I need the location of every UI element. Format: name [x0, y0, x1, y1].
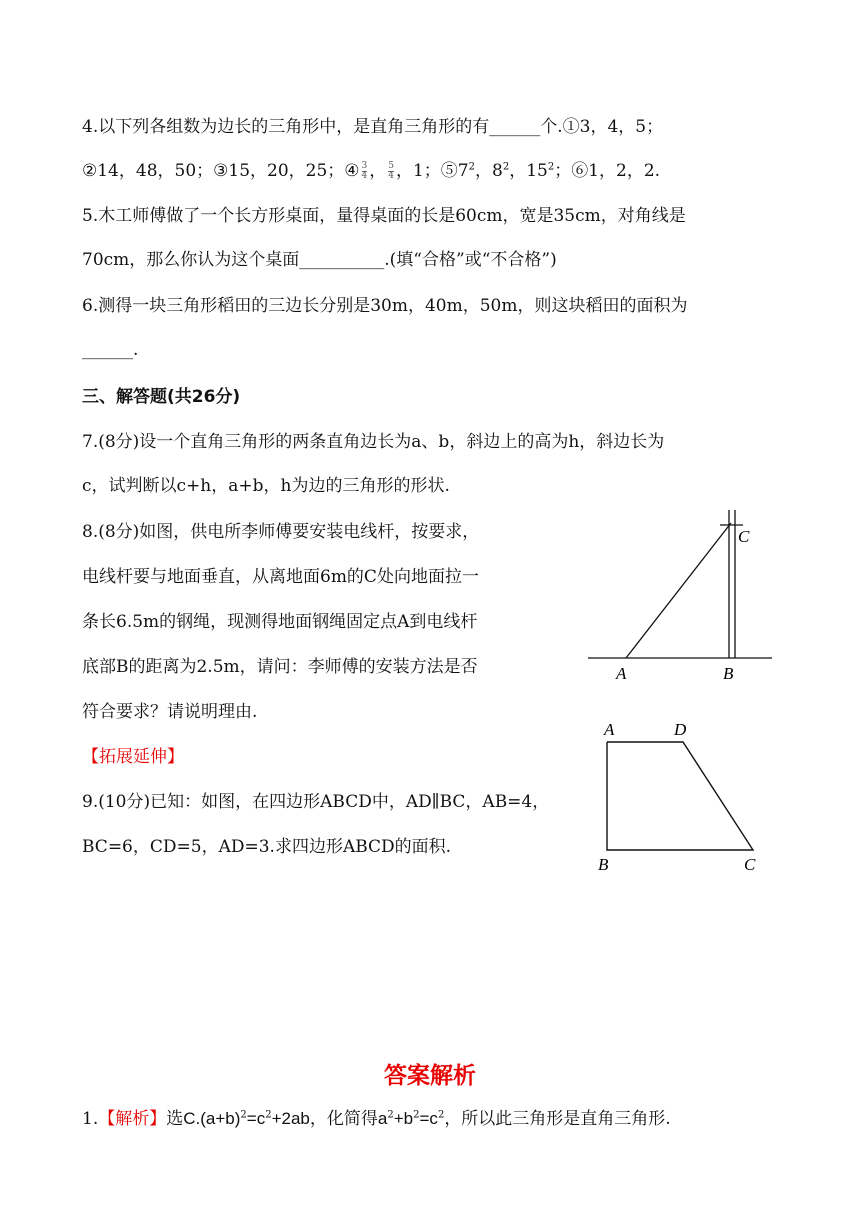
label-b: B — [723, 664, 734, 683]
q6-line1: 6.测得一块三角形稻田的三边长分别是30m，40m，50m，则这块稻田的面积为 — [82, 296, 688, 316]
q5-line1: 5.木工师傅做了一个长方形桌面，量得桌面的长是60cm，宽是35cm，对角线是 — [82, 206, 686, 226]
q9-line2: BC=6，CD=5，AD=3.求四边形ABCD的面积. — [82, 837, 452, 857]
label-b: B — [598, 855, 609, 874]
label-a: A — [604, 720, 615, 739]
analysis-tag: 【解析】 — [98, 1109, 167, 1129]
section-heading: 三、解答题(共26分) — [82, 387, 241, 407]
q9-line1: 9.(10分)已知：如图，在四边形ABCD中，AD∥BC，AB=4， — [82, 792, 550, 812]
q4-line1: 4.以下列各组数为边长的三角形中，是直角三角形的有______个.①3，4，5； — [82, 117, 664, 137]
steel-cable — [626, 523, 731, 658]
q8-line1: 8.(8分)如图，供电所李师傅要安装电线杆，按要求， — [82, 522, 480, 542]
answer-1: 1.【解析】选$C.(a+b)^2=c^2+2ab$，化简得$a^2+b^2=c^2$，所以此三角形是直角三角形. — [82, 1109, 671, 1129]
q7-line2: c，试判断以c+h，a+b，h为边的三角形的形状. — [82, 476, 450, 496]
q8-line5: 符合要求？请说明理由. — [82, 702, 258, 722]
q6-line2: ______. — [82, 340, 139, 360]
fraction-5-4: $\frac{5}{4}$ — [388, 161, 394, 181]
extension-heading: 【拓展延伸】 — [82, 747, 184, 767]
answer-title: 答案解析 — [384, 1063, 476, 1089]
q5-line2: 70cm，那么你认为这个桌面__________.(填“合格”或“不合格”) — [82, 250, 557, 270]
q4-line2-a: ②14，48，50；③15，20，25；④ — [82, 161, 360, 181]
q8-line3: 条长6.5m的钢绳，现测得地面钢绳固定点A到电线杆 — [82, 612, 478, 632]
quadrilateral-figure — [590, 715, 780, 880]
label-a: A — [616, 664, 627, 683]
pole-figure — [580, 505, 780, 690]
label-c: C — [744, 855, 756, 874]
q4-line2: ②14，48，50；③15，20，25；④ $\frac{3}{4}$ ， $\frac{5}{4}$ ，1；$⑤7^2$，$8^2$，$15^2$；⑥1，2，2. — [82, 161, 661, 181]
label-d: D — [674, 720, 687, 739]
q8-line2: 电线杆要与地面垂直，从离地面6m的C处向地面拉一 — [82, 567, 479, 587]
fraction-3-4: $\frac{3}{4}$ — [361, 161, 368, 181]
label-c: C — [738, 527, 750, 546]
q7-line1: 7.(8分)设一个直角三角形的两条直角边长为a、b，斜边上的高为h，斜边长为 — [82, 432, 665, 452]
q8-line4: 底部B的距离为2.5m，请问：李师傅的安装方法是否 — [82, 657, 478, 677]
quadrilateral-abcd — [607, 742, 753, 850]
